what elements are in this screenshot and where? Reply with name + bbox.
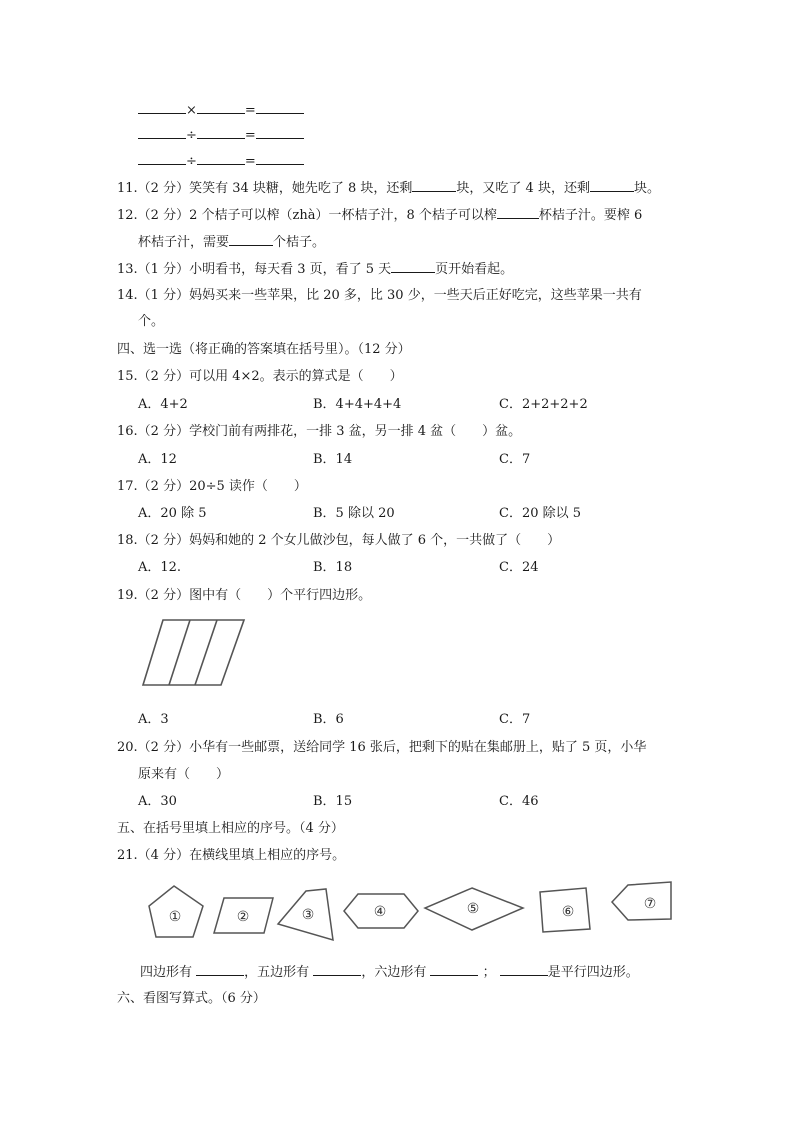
answer-blank[interactable] — [138, 151, 186, 165]
question-13 — [117, 259, 513, 279]
answer-blank[interactable] — [138, 100, 186, 114]
question-text: ，五边形有 — [244, 965, 310, 980]
answer-blank[interactable] — [256, 151, 304, 165]
shape-4-label: ④ — [373, 904, 387, 920]
answer-blank[interactable] — [138, 125, 186, 139]
equals-sign: = — [244, 128, 256, 143]
equals-sign: = — [244, 103, 256, 118]
question-text: 13.（1 分）小明看书，每天看 3 页，看了 5 天 — [117, 262, 392, 277]
question-14-cont — [138, 313, 164, 331]
parallelogram-figure — [140, 617, 248, 689]
option-b[interactable]: B．5 除以 20 — [313, 506, 395, 521]
shape-5-label: ⑤ — [466, 901, 480, 917]
question-text: ； — [482, 965, 496, 980]
question-21: 21.（4 分）在横线里填上相应的序号。 — [117, 848, 346, 863]
option-c[interactable]: C．7 — [499, 712, 531, 727]
divider-line — [169, 620, 190, 685]
shape-1-label: ① — [168, 909, 182, 925]
operator: ÷ — [186, 128, 197, 143]
answer-blank[interactable] — [313, 962, 361, 976]
shape-6-label: ⑥ — [561, 904, 575, 920]
polygon-shapes-figure — [140, 878, 675, 944]
equation-row-3 — [138, 151, 304, 171]
option-c[interactable]: C．20 除以 5 — [499, 506, 582, 521]
answer-blank[interactable] — [391, 259, 435, 273]
question-19: 19.（2 分）图中有（ ）个平行四边形。 — [117, 588, 372, 603]
question-text: 块。 — [633, 181, 660, 196]
question-21-answer-line — [140, 962, 639, 982]
answer-blank[interactable] — [412, 178, 456, 192]
question-15: 15.（2 分）可以用 4×2。表示的算式是（ ） — [117, 369, 403, 384]
question-text: ，六边形有 — [361, 965, 427, 980]
answer-blank[interactable] — [256, 100, 304, 114]
question-text: 12.（2 分）2 个桔子可以榨（zhà）一杯桔子汁，8 个桔子可以榨 — [117, 208, 497, 223]
answer-blank[interactable] — [197, 151, 245, 165]
option-a[interactable]: A．30 — [138, 794, 177, 809]
question-text: 杯桔子汁。要榨 6 — [538, 208, 643, 223]
question-20-cont: 原来有（ ） — [138, 767, 230, 782]
option-a[interactable]: A．20 除 5 — [138, 506, 207, 521]
shape-7-pentagon — [612, 882, 671, 920]
option-c[interactable]: C．2+2+2+2 — [499, 397, 588, 412]
option-c[interactable]: C．46 — [499, 794, 539, 809]
question-14 — [117, 287, 642, 305]
answer-blank[interactable] — [430, 962, 478, 976]
question-text: 个。 — [138, 314, 165, 329]
option-c[interactable]: C．7 — [499, 452, 531, 467]
option-b[interactable]: B．18 — [313, 560, 353, 575]
question-text: 个桔子。 — [273, 235, 326, 250]
shape-2-label: ② — [236, 909, 250, 925]
equation-row-1 — [138, 100, 304, 120]
option-b[interactable]: B．14 — [313, 452, 353, 467]
question-20: 20.（2 分）小华有一些邮票，送给同学 16 张后，把剩下的贴在集邮册上，贴了 5 页，小华 — [117, 740, 647, 755]
question-text: 四边形有 — [140, 965, 193, 980]
section-5-heading: 五、在括号里填上相应的序号。（4 分） — [117, 821, 344, 836]
option-c[interactable]: C．24 — [499, 560, 539, 575]
equation-row-2 — [138, 125, 304, 145]
operator: × — [186, 103, 197, 118]
question-text: 14.（1 分）妈妈买来一些苹果，比 20 多，比 30 少，一些天后正好吃完，这些苹果一共有 — [117, 288, 642, 303]
answer-blank[interactable] — [197, 100, 245, 114]
option-a[interactable]: A．4+2 — [138, 397, 188, 412]
answer-blank[interactable] — [590, 178, 634, 192]
outer-parallelogram — [143, 620, 244, 685]
option-b[interactable]: B．15 — [313, 794, 353, 809]
answer-blank[interactable] — [256, 125, 304, 139]
section-4-heading: 四、选一选（将正确的答案填在括号里）。（12 分） — [117, 342, 411, 357]
question-text: 杯桔子汁，需要 — [138, 235, 230, 250]
equals-sign: = — [244, 154, 256, 169]
question-11 — [117, 178, 660, 198]
answer-blank[interactable] — [197, 125, 245, 139]
question-text: 页开始看起。 — [435, 262, 514, 277]
answer-blank[interactable] — [500, 962, 548, 976]
question-18: 18.（2 分）妈妈和她的 2 个女儿做沙包，每人做了 6 个，一共做了（ ） — [117, 533, 561, 548]
operator: ÷ — [186, 154, 197, 169]
question-17: 17.（2 分）20÷5 读作（ ） — [117, 479, 307, 494]
answer-blank[interactable] — [196, 962, 244, 976]
option-a[interactable]: A．12. — [138, 560, 182, 575]
option-b[interactable]: B．6 — [313, 712, 344, 727]
option-a[interactable]: A．12 — [138, 452, 177, 467]
answer-blank[interactable] — [497, 205, 539, 219]
question-12-cont — [138, 232, 325, 252]
option-b[interactable]: B．4+4+4+4 — [313, 397, 402, 412]
option-a[interactable]: A．3 — [138, 712, 169, 727]
divider-line — [195, 620, 217, 685]
section-6-heading: 六、看图写算式。（6 分） — [117, 991, 266, 1006]
answer-blank[interactable] — [229, 232, 273, 246]
shape-3-label: ③ — [301, 907, 315, 923]
question-12 — [117, 205, 642, 225]
question-text: 是平行四边形。 — [547, 965, 639, 980]
question-text: 块，又吃了 4 块，还剩 — [456, 181, 590, 196]
shape-7-label: ⑦ — [643, 896, 657, 912]
question-text: 11.（2 分）笑笑有 34 块糖，她先吃了 8 块，还剩 — [117, 181, 413, 196]
question-16: 16.（2 分）学校门前有两排花，一排 3 盆，另一排 4 盆（ ）盆。 — [117, 424, 522, 439]
